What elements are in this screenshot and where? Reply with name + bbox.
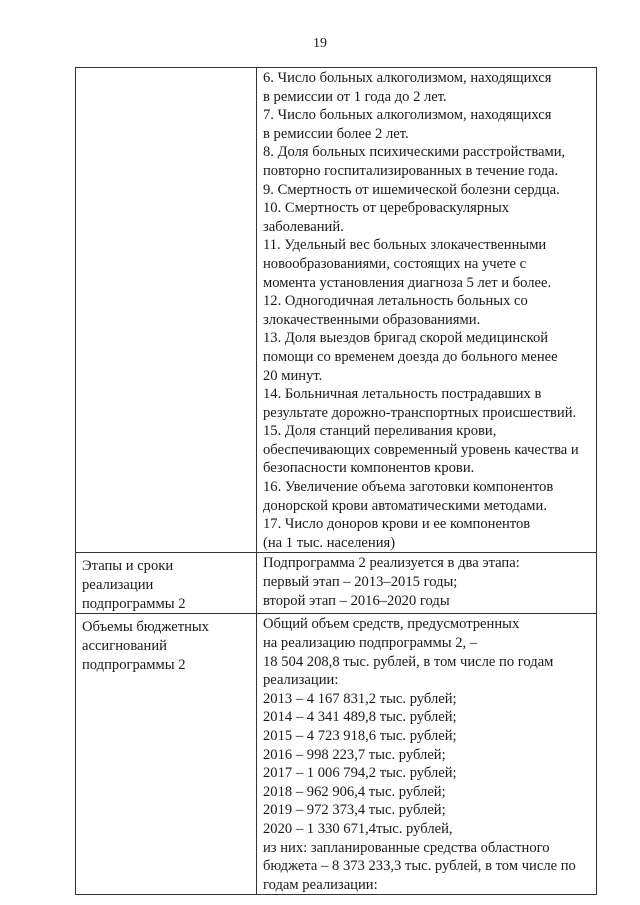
text-line: 2016 – 998 223,7 тыс. рублей; [263,746,446,763]
text-line: (на 1 тыс. населения) [263,534,396,551]
text-line: 2019 – 972 373,4 тыс. рублей; [263,802,446,819]
text-line: реализации: [263,672,339,689]
text-line: момента установления диагноза 5 лет и более. [263,274,552,291]
text-line: 10. Смертность от цереброваскулярных [263,200,510,217]
text-line: Подпрограмма 2 реализуется в два этапа: [263,555,520,572]
text-line: бюджета – 8 373 233,3 тыс. рублей, в том числе по [263,858,576,875]
text-line: повторно госпитализированных в течение года. [263,162,559,179]
text-line: 12. Одногодичная летальность больных со [263,293,528,310]
text-line: второй этап – 2016–2020 годы [263,592,450,609]
text-line: на реализацию подпрограммы 2, – [263,635,478,652]
text-line: ассигнований [82,638,167,655]
text-line: результате дорожно-транспортных происшествий. [263,404,577,421]
text-line: донорской крови автоматическими методами. [263,497,547,514]
text-line: новообразованиями, состоящих на учете с [263,255,527,272]
text-line: из них: запланированные средства областного [263,839,550,856]
text-line: 9. Смертность от ишемической болезни сердца. [263,181,560,198]
row-label-cell [76,553,257,614]
text-line: 2013 – 4 167 831,2 тыс. рублей; [263,690,457,707]
text-line: 2015 – 4 723 918,6 тыс. рублей; [263,728,457,744]
row-content-cell [257,553,597,614]
text-line: 2014 – 4 341 489,8 тыс. рублей; [263,709,457,726]
text-line: 2018 – 962 906,4 тыс. рублей; [263,783,446,800]
text-line: 14. Больничная летальность пострадавших в [263,386,542,403]
table-row [76,68,597,553]
text-line: в ремиссии более 2 лет. [263,125,409,142]
text-line: годам реализации: [263,876,378,893]
text-line: 20 минут. [263,367,323,384]
text-line: реализации [82,577,154,594]
text-line: 11. Удельный вес больных злокачественными [263,237,547,254]
row-label-cell [76,68,257,553]
text-line: 13. Доля выездов бригад скорой медицинской [263,330,549,347]
text-line: 15. Доля станций переливания крови, [263,423,497,440]
text-line: 17. Число доноров крови и ее компонентов [263,516,531,533]
text-line: Общий объем средств, предусмотренных [263,616,520,633]
text-line: в ремиссии от 1 года до 2 лет. [263,88,447,105]
text-line: подпрограммы 2 [82,656,186,673]
row-content-cell [257,68,597,553]
text-line: помощи со временем доезда до больного менее [263,348,558,365]
text-line: заболеваний. [263,218,344,235]
text-line: подпрограммы 2 [82,595,186,612]
table-row [76,553,597,614]
text-line: первый этап – 2013–2015 годы; [263,574,458,591]
text-line: 18 504 208,8 тыс. рублей, в том числе по годам [263,653,554,670]
table-row [76,614,597,895]
passport-table [75,67,597,895]
text-line: 7. Число больных алкоголизмом, находящихся [263,107,552,124]
text-line: обеспечивающих современный уровень качества и [263,441,579,458]
text-line: Этапы и сроки [82,558,174,575]
page-number: 19 [313,36,327,51]
text-line: 2017 – 1 006 794,2 тыс. рублей; [263,765,457,782]
text-line: 6. Число больных алкоголизмом, находящихся [263,70,552,86]
text-line: 8. Доля больных психическими расстройствами, [263,144,566,161]
text-line: Объемы бюджетных [82,619,209,636]
text-line: 2020 – 1 330 671,4тыс. рублей, [263,820,453,837]
row-content-cell [257,614,597,895]
row-label-cell [76,614,257,895]
text-line: злокачественными образованиями. [263,311,481,328]
text-line: безопасности компонентов крови. [263,460,475,477]
text-line: 16. Увеличение объема заготовки компонентов [263,479,554,496]
